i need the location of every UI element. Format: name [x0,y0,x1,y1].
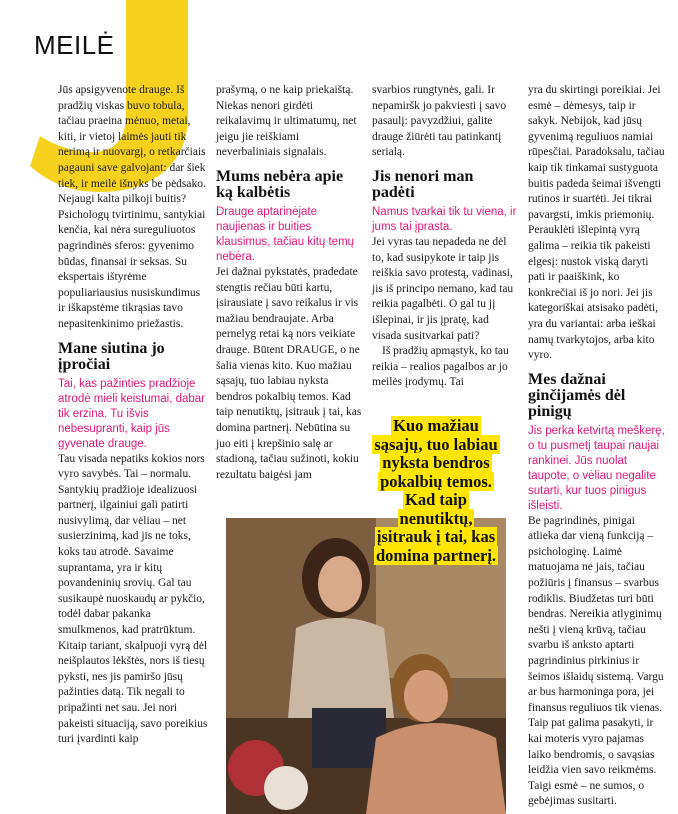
column-1 [58,83,210,748]
body-money: Be pagrindinės, pinigai atlieka dar vieną funkciją – psichologinę. Laimė matuojama ne jais, tačiau požiūris į finansus – svarbus rodiklis. Biudžetas turi būti bendras. Nereikia atlyginimų nešti į vieną krūvą, tačiau svarbu iš anksto aptarti pagrindinius pirkinius ir šeimos išlaidų sistemą. Vargu ar bus harmoninga pora, jei finansus reguliuos tik vienas. Taip pat galima pasakyti, ir kai moteris vyro pajamas laiko bendromis, o savąsias leidžia vien savo reikmėms. Taigi esmė – ne sumos, o gebėjimas susitarti. [528,514,664,808]
section-title: MEILĖ [34,30,115,60]
column-3 [372,83,518,391]
heading-habits: Mane siutina jo įpročiai [58,339,165,373]
body-continued: prašymą, o ne kaip priekaištą. Niekas nenori girdėti reikalavimų ir ultimatumų, net jeigu jie reiškiami neverbaliniais signalais. [216,84,357,159]
heading-money: Mes dažnai ginčijamės dėl pinigų [528,370,626,420]
body-nothing-to-talk: Jei dažnai pykstatės, pradedate stengtis rečiau būti kartu, įsirausiate į savo reikalus ir vis mažiau bendraujate. Arba pernelyg retai ką nors veikiate drauge. Būtent DRAUGE, o ne šalia vienas kito. Kuo mažiau sąsajų, tuo labiau nyksta bendros pokalbių temos. Kad taip nenutiktų, įsitrauk į tai, kas domina partnerį. Nebūtina su juo eiti į krepšinio salę ar stadioną, tačiau sužinoti, kokiu rezultatu baigėsi jam [216,265,362,481]
pull-quote: Kuo mažiau sąsajų, tuo labiau nyksta bendros pokalbių temos. Kad taip nenutiktų, įsitrauk į tai, kas domina partnerį. [374,416,498,565]
body-wont-help-1: Jei vyras tau nepadeda ne dėl to, kad susipykote ir taip jis reiškia savo protestą, vadinasi, jis iš principo nemano, kad tau reikia pagalbėti. O gal tu jį išlepinai, ir jis įpratę, kad visada susitvarkai pati? [372,235,514,342]
body-continued-2: svarbios rungtynės, gali. Ir nepamiršk jo pakviesti į savo pasaulį: pavyzdžiui, galite drauge žiūrėti tau patinkantį serialą. [372,84,507,159]
body-continued-3: yra du skirtingi poreikiai. Jei esmė – dėmesys, taip ir sakyk. Nebijok, kad jūsų gyvenimą reguliuos namiai rūpesčiai. Paradoksalu, tačiau kaip tik tinkamai sustyguota buitis padeda šeimai išvengti rutinos ir suartėti. Jei tikrai pavargsti, imkis priemonių. Perauklėti išlepintą vyrą galima – reikia tik pakeisti elgesį: nustok viską daryti pati ir paaiškink, ko konkrečiai iš jo nori. Jei jis kategoriškai atsisako padėti, yra du variantai: arba ieškai namų tvarkytojos, arba kito vyro. [528,84,665,362]
body-wont-help-2: Iš pradžių apmąstyk, ko tau reikia – realios pagalbos ar jo meilės įrodymų. Tai [372,345,509,389]
intro-paragraph: Jūs apsigyvenote drauge. Iš pradžių viskas buvo tobula, tačiau praeina mėnuo, metai, kiti, ir vietoj laimės jauti tik nerimą ir nuovargį, o retkarčiais pagauni save galvojant: dar šiek tiek, ir meilė išnyks be pėdsako. Nejaugi kalta pilkoji buitis? Psichologų tvirtinimu, santykiai kenčia, kai nėra sureguliuotos pagrindinės sferos: gyvenimo būdas, finansai ir seksas. Su ekspertais ištyrėme populiariausius nusiskundimus ir iškapstėme tikrąsias tavo nepasitenkinimo priežastis. [58,84,206,330]
heading-nothing-to-talk: Mums nebėra apie ką kalbėtis [216,167,344,201]
column-4 [528,83,668,810]
body-habits: Tau visada nepatiks kokios nors vyro savybės. Tai – normalu. Santykių pradžioje idealizuosi partnerį, ilgainiui gali patirti nusivylimą, dar vėliau – net susierzinimą, kad jis ne toks, koks tau atrodė. Savaime suprantama, yra ir kitų povandeninių srovių. Gal tau susikaupė nuoskaudų ar pykčio, todėl dabar pakanka smulkmenos, kad pratrūktum. Kitaip tariant, skalpuoji vyrą dėl neišplautos lėkštės, nors iš tiesų pyksti, nes jis pamiršo jūsų pažinties datą. Tik negali to pripažinti net sau. Jei nori pakeisti situaciją, savo poreikius turi įvardinti kaip [58,452,208,746]
lead-nothing-to-talk: Drauge aptarinėjate naujienas ir buities klausimus, tačiau kitų temų nebėra. [216,205,355,263]
lead-money: Jis perka ketvirtą meškerę, o tu pusmetį taupai naujai rankinei. Jūs nuolat taupote, o vėliau negalite sutarti, kur tuos pinigus išleisti. [528,424,665,512]
heading-wont-help: Jis nenori man padėti [372,167,474,201]
column-2 [216,83,362,483]
lead-wont-help: Namus tvarkai tik tu viena, ir jums tai įprasta. [372,205,517,233]
lead-habits: Tai, kas pažinties pradžioje atrodė mieli keistumai, dabar tik erzina. Tu išvis nebesupranti, kaip jūs gyvenate drauge. [58,377,206,450]
